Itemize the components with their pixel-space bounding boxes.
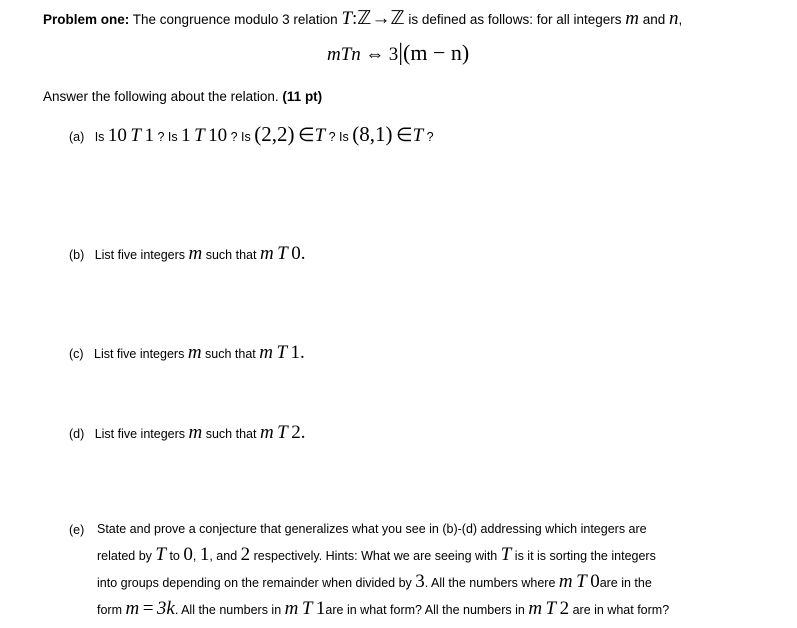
- text: . All the numbers in: [174, 603, 282, 617]
- num: 10: [208, 125, 228, 146]
- num: 0: [183, 544, 193, 565]
- num: 0: [291, 243, 301, 264]
- math-T: T: [576, 571, 587, 592]
- math-T: T: [130, 125, 141, 146]
- text: ? Is: [157, 130, 178, 144]
- var-m: m: [259, 342, 273, 363]
- math-T: T: [194, 125, 205, 146]
- num: 1: [199, 544, 210, 565]
- part-d-label: (d): [69, 427, 85, 441]
- problem-header: [43, 7, 682, 30]
- var-m: m: [125, 598, 140, 619]
- text: are in what form?: [572, 603, 670, 617]
- header-after-text: is defined as follows: for all integers: [408, 12, 622, 27]
- expr-3k: 3k: [156, 598, 175, 619]
- math-T: T: [155, 544, 166, 565]
- definition-three: 3: [388, 44, 399, 65]
- num: 2: [559, 598, 570, 619]
- text: such that: [205, 347, 256, 361]
- answer-intro: [43, 89, 322, 104]
- var-m: m: [188, 243, 203, 264]
- text: List five integers: [94, 347, 185, 361]
- var-m: m: [259, 243, 274, 264]
- var-m: m: [187, 342, 202, 363]
- var-m: m: [284, 598, 299, 619]
- part-b-label: (b): [69, 248, 85, 262]
- num: 2: [240, 544, 251, 565]
- text: List five integers: [94, 427, 186, 441]
- element-of: ∈: [396, 125, 413, 146]
- relation-definition: [327, 40, 469, 67]
- text: is it is sorting the integers: [514, 549, 656, 563]
- math-T: T: [314, 125, 326, 146]
- comma: ,: [678, 12, 683, 27]
- text: such that: [205, 427, 257, 441]
- math-T: T: [545, 598, 557, 619]
- num: 3: [415, 571, 425, 592]
- math-arrow: →: [371, 8, 391, 29]
- text: List five integers: [94, 248, 186, 262]
- element-of: ∈: [298, 125, 315, 146]
- part-e-body: [97, 517, 669, 623]
- text: related by: [97, 549, 152, 563]
- num: 1: [144, 125, 154, 146]
- text: are in what form? All the numbers in: [325, 603, 525, 617]
- text: , and: [209, 549, 238, 563]
- math-T: T: [500, 544, 512, 565]
- part-c-label: (c): [69, 347, 84, 361]
- text: ? Is: [230, 130, 251, 144]
- text: ?: [426, 130, 434, 144]
- divides-bar: |: [398, 40, 404, 66]
- text: . All the numbers where: [424, 576, 556, 590]
- pair: (8,1): [352, 122, 393, 146]
- equals: =: [142, 598, 154, 619]
- math-T: T: [276, 342, 288, 363]
- points: (11 pt): [282, 89, 323, 104]
- and-text: and: [642, 12, 666, 27]
- num: 2: [291, 422, 301, 443]
- math-colon: :: [352, 8, 358, 29]
- num: 1: [315, 598, 326, 619]
- text: to: [169, 549, 180, 563]
- math-T: T: [277, 422, 288, 443]
- var-m: m: [528, 598, 543, 619]
- dot: .: [300, 243, 306, 264]
- var-m: m: [625, 8, 639, 29]
- part-c: [69, 342, 305, 364]
- part-d: [69, 422, 305, 444]
- math-T: T: [301, 598, 313, 619]
- problem-intro: The congruence modulo 3 relation: [132, 12, 338, 27]
- problem-label: Problem one:: [43, 12, 130, 27]
- math-Z: ℤ: [390, 8, 405, 29]
- part-b: [69, 243, 305, 265]
- part-e-label: [69, 523, 84, 537]
- definition-rhs: (m − n): [403, 40, 470, 65]
- num: 0: [590, 571, 600, 592]
- iff-symbol: ⇔: [365, 44, 385, 65]
- math-Z: ℤ: [357, 8, 372, 29]
- text: ? Is: [328, 130, 349, 144]
- text: Is: [94, 130, 105, 144]
- var-m: m: [188, 422, 203, 443]
- math-T: T: [412, 125, 424, 146]
- part-a: [69, 122, 434, 147]
- definition-lhs: mTn: [327, 44, 361, 65]
- math-T: T: [341, 8, 353, 29]
- text: into groups depending on the remainder when divided by: [97, 576, 412, 590]
- num: 10: [107, 125, 127, 146]
- text: are in the: [599, 576, 652, 590]
- text: such that: [205, 248, 257, 262]
- part-e-line-1: State and prove a conjecture that generalizes what you see in (b)-(d) addressing which integers are: [97, 522, 647, 536]
- num: 1: [290, 342, 301, 363]
- text: form: [97, 603, 122, 617]
- dot: .: [300, 422, 306, 443]
- num: 1: [181, 125, 191, 146]
- text: ,: [192, 549, 197, 563]
- part-e-label-text: (e): [69, 523, 85, 537]
- pair: (2,2): [254, 122, 295, 146]
- var-n: n: [669, 8, 679, 29]
- part-a-label: (a): [69, 130, 85, 144]
- part-e-line-4: [97, 596, 669, 623]
- text: respectively. Hints: What we are seeing with: [253, 549, 498, 563]
- var-m: m: [558, 571, 573, 592]
- dot: .: [300, 342, 305, 363]
- var-m: m: [259, 422, 274, 443]
- answer-intro-text: Answer the following about the relation.: [43, 89, 279, 104]
- part-e-line-3: [97, 569, 669, 596]
- math-T: T: [277, 243, 288, 264]
- part-e-line-2: [97, 542, 669, 569]
